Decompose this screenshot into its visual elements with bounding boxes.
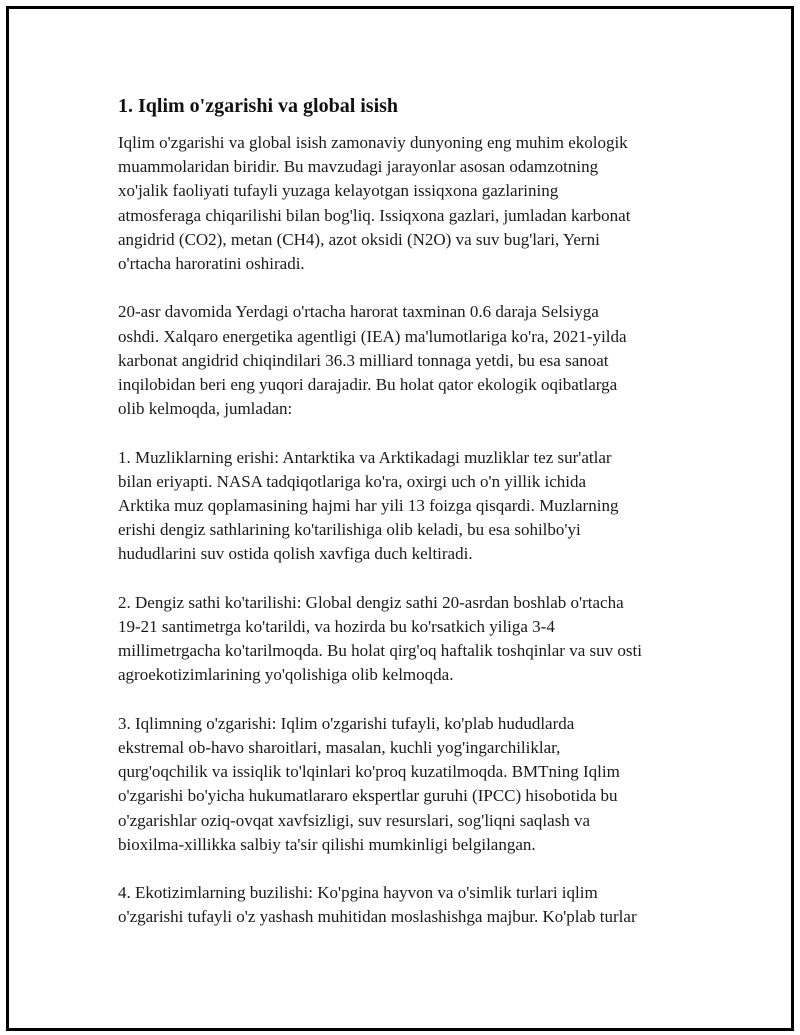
text-line: o'zgarishi tufayli o'z yashash muhitidan moslashishga majbur. Ko'plab turlar [118, 907, 637, 927]
paragraph-temperature [118, 300, 698, 421]
text-line: o'zgarishi bo'yicha hukumatlararo ekspertlar guruhi (IPCC) hisobotida bu [118, 786, 618, 806]
text-line: 2. Dengiz sathi ko'tarilishi: Global dengiz sathi 20-asrdan boshlab o'rtacha [118, 592, 624, 612]
text-line: bilan eriyapti. NASA tadqiqotlariga ko'ra, oxirgi uch o'n yillik ichida [118, 471, 587, 491]
text-line: 1. Muzliklarning erishi: Antarktika va Arktikadagi muzliklar tez sur'atlar [118, 447, 612, 467]
paragraph-sea-level [118, 591, 698, 688]
text-line: 20-asr davomida Yerdagi o'rtacha harorat taxminan 0.6 daraja Selsiyga [118, 302, 599, 322]
paragraph-climate-change [118, 712, 698, 857]
document-body [118, 93, 698, 954]
text-line: ekstremal ob-havo sharoitlari, masalan, kuchli yog'ingarchiliklar, [118, 738, 561, 758]
text-line: 19-21 santimetrga ko'tarildi, va hozirda bu ko'rsatkich yiliga 3-4 [118, 617, 555, 637]
paragraph-intro [118, 131, 698, 276]
text-line: 3. Iqlimning o'zgarishi: Iqlim o'zgarishi tufayli, ko'plab hududlarda [118, 713, 575, 733]
text-line: agroekotizimlarining yo'qolishiga olib kelmoqda. [118, 665, 454, 685]
text-line: o'rtacha haroratini oshiradi. [118, 254, 305, 274]
text-line: muammolaridan biridir. Bu mavzudagi jarayonlar asosan odamzotning [118, 157, 599, 177]
text-line: xo'jalik faoliyati tufayli yuzaga kelayotgan issiqxona gazlarining [118, 181, 559, 201]
text-line: erishi dengiz sathlarining ko'tarilishiga olib keladi, bu esa sohilbo'yi [118, 520, 581, 540]
text-line: Arktika muz qoplamasining hajmi har yili 13 foizga qisqardi. Muzlarning [118, 496, 619, 516]
text-line: karbonat angidrid chiqindilari 36.3 milliard tonnaga yetdi, bu esa sanoat [118, 350, 609, 370]
text-line: o'zgarishlar oziq-ovqat xavfsizligi, suv resurslari, sog'liqni saqlash va [118, 810, 591, 830]
paragraph-glaciers [118, 446, 698, 567]
text-line: millimetrgacha ko'tarilmoqda. Bu holat qirg'oq haftalik toshqinlar va suv osti [118, 641, 642, 661]
text-line: Iqlim o'zgarishi va global isish zamonaviy dunyoning eng muhim ekologik [118, 133, 628, 152]
text-line: qurg'oqchilik va issiqlik to'lqinlari ko'proq kuzatilmoqda. BMTning Iqlim [118, 762, 620, 782]
text-line: inqilobidan beri eng yuqori darajadir. Bu holat qator ekologik oqibatlarga [118, 375, 618, 395]
section-title: 1. Iqlim o'zgarishi va global isish [118, 95, 399, 117]
text-line: angidrid (CO2), metan (CH4), azot oksidi (N2O) va suv bug'lari, Yerni [118, 229, 600, 249]
text-line: 4. Ekotizimlarning buzilishi: Ko'pgina hayvon va o'simlik turlari iqlim [118, 883, 598, 903]
text-line: atmosferaga chiqarilishi bilan bog'liq. Issiqxona gazlari, jumladan karbonat [118, 205, 631, 225]
text-line: bioxilma-xillikka salbiy ta'sir qilishi mumkinligi belgilangan. [118, 834, 536, 854]
paragraph-ecosystems [118, 881, 698, 929]
text-line: hududlarini suv ostida qolish xavfiga duch keltiradi. [118, 544, 473, 564]
text-line: oshdi. Xalqaro energetika agentligi (IEA) ma'lumotlariga ko'ra, 2021-yilda [118, 326, 627, 346]
text-line: olib kelmoqda, jumladan: [118, 399, 293, 419]
